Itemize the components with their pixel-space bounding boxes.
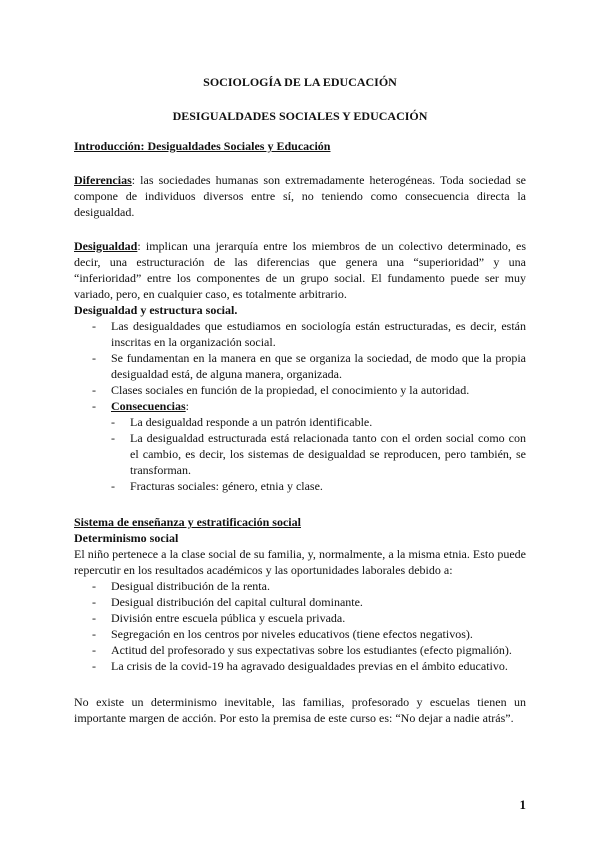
- list-item: - Desigual distribución del capital cultural dominante.: [74, 594, 526, 610]
- sub-list-item: - La desigualdad estructurada está relacionada tanto con el orden social como con el cambio, es decir, los sistemas de desigualdad se reproducen, pero también, se transforman.: [74, 430, 526, 478]
- list-item: - La crisis de la covid-19 ha agravado desigualdades previas en el ámbito educativo.: [74, 658, 526, 674]
- sub-list-item: - Fracturas sociales: género, etnia y clase.: [74, 478, 526, 494]
- sub-list-item: - La desigualdad responde a un patrón identificable.: [74, 414, 526, 430]
- document-subtitle: DESIGUALDADES SOCIALES Y EDUCACIÓN: [172, 109, 428, 123]
- list-item: - Segregación en los centros por niveles educativos (tiene efectos negativos).: [74, 626, 526, 642]
- desigualdad-text: : implican una jerarquía entre los miembros de un colectivo determinado, es decir, una estructuración de las diferencias que genera una “superioridad” y una “inferioridad” entre los componentes de un grupo social. El fundamento puede ser muy variado, pero, en cualquier caso, es totalmente arbitrario.: [74, 239, 526, 301]
- desigualdad-paragraph: [74, 238, 526, 302]
- diferencias-paragraph: [74, 172, 526, 220]
- intro-heading: Introducción: Desigualdades Sociales y Educación: [74, 139, 331, 153]
- estructura-heading: Desigualdad y estructura social.: [74, 303, 238, 317]
- sistema-heading: Sistema de enseñanza y estratificación social: [74, 515, 301, 529]
- list-item-consecuencias: [74, 398, 526, 494]
- list-item: - Clases sociales en función de la propiedad, el conocimiento y la autoridad.: [74, 382, 526, 398]
- closing-paragraph: No existe un determinismo inevitable, las familias, profesorado y escuelas tienen un importante margen de acción. Por esto la premisa de este curso es: “No dejar a nadie atrás”.: [74, 695, 526, 725]
- diferencias-term: Diferencias: [74, 173, 132, 187]
- consecuencias-colon: :: [185, 399, 190, 413]
- determinismo-list: [74, 578, 526, 674]
- consecuencias-sublist: [74, 414, 526, 494]
- estructura-list: [74, 318, 526, 494]
- list-item: - Actitud del profesorado y sus expectativas sobre los estudiantes (efecto pigmalión).: [74, 642, 526, 658]
- desigualdad-term: Desigualdad: [74, 239, 138, 253]
- list-item: - División entre escuela pública y escuela privada.: [74, 610, 526, 626]
- list-item: - Se fundamentan en la manera en que se organiza la sociedad, de modo que la propia desigualdad está, de alguna manera, organizada.: [74, 350, 526, 382]
- list-item: - Las desigualdades que estudiamos en sociología están estructuradas, es decir, están inscritas en la organización social.: [74, 318, 526, 350]
- diferencias-text: : las sociedades humanas son extremadamente heterogéneas. Toda sociedad se compone de individuos diversos entre sí, no teniendo como consecuencia directa la desigualdad.: [74, 173, 526, 219]
- list-item: - Desigual distribución de la renta.: [74, 578, 526, 594]
- determinismo-intro: El niño pertenece a la clase social de su familia, y, normalmente, a la misma etnia. Esto puede repercutir en los resultados académicos y las oportunidades laborales debido a:: [74, 547, 526, 577]
- document-title: SOCIOLOGÍA DE LA EDUCACIÓN: [203, 75, 397, 89]
- page-number: 1: [519, 797, 526, 812]
- consecuencias-term: Consecuencias: [111, 399, 186, 413]
- document-page: [74, 74, 526, 726]
- determinismo-heading: Determinismo social: [74, 531, 179, 545]
